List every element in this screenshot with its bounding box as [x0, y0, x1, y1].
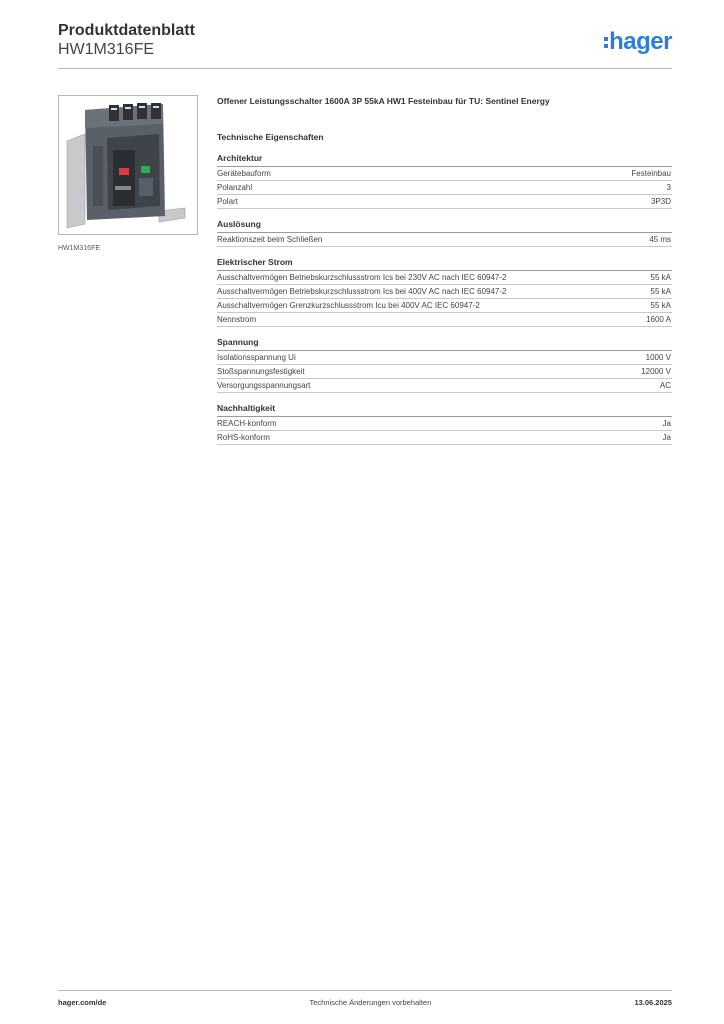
row-value: 12000 V [641, 367, 671, 376]
footer-date: 13.06.2025 [634, 998, 672, 1007]
row-label: Ausschaltvermögen Betriebskurzschlussstrom Ics bei 230V AC nach IEC 60947-2 [217, 273, 507, 282]
group-elektrischer-strom [217, 257, 672, 327]
table-row [217, 365, 672, 379]
group-title: Spannung [217, 337, 672, 351]
image-caption: HW1M316FE [58, 245, 101, 252]
group-title: Elektrischer Strom [217, 257, 672, 271]
table-row [217, 233, 672, 247]
header-divider [58, 68, 672, 69]
table-row [217, 417, 672, 431]
page-footer [58, 998, 672, 1007]
group-title: Nachhaltigkeit [217, 403, 672, 417]
row-value: 45 ms [649, 235, 671, 244]
page-header [58, 22, 195, 59]
row-label: Polart [217, 197, 238, 206]
group-ausloesung [217, 219, 672, 247]
group-title: Architektur [217, 153, 672, 167]
row-label: Polanzahl [217, 183, 253, 192]
table-row [217, 195, 672, 209]
group-title: Auslösung [217, 219, 672, 233]
table-row [217, 379, 672, 393]
row-value: 1000 V [645, 353, 671, 362]
table-row [217, 181, 672, 195]
product-image [58, 95, 198, 235]
document-title: Produktdatenblatt [58, 22, 195, 39]
footer-divider [58, 990, 672, 991]
table-row [217, 285, 672, 299]
footer-website-link[interactable]: hager.com/de [58, 998, 107, 1007]
row-label: Ausschaltvermögen Betriebskurzschlussstrom Ics bei 400V AC nach IEC 60947-2 [217, 287, 507, 296]
row-label: Versorgungsspannungsart [217, 381, 311, 390]
row-value: Festeinbau [631, 169, 671, 178]
group-spannung [217, 337, 672, 393]
table-row [217, 271, 672, 285]
row-value: 55 kA [650, 273, 671, 282]
table-row [217, 167, 672, 181]
row-value: 1600 A [646, 315, 671, 324]
row-label: RoHS-konform [217, 433, 270, 442]
group-architektur [217, 153, 672, 209]
row-label: Ausschaltvermögen Grenzkurzschlussstrom Icu bei 400V AC IEC 60947-2 [217, 301, 480, 310]
table-row [217, 351, 672, 365]
row-value: 55 kA [650, 287, 671, 296]
circuit-breaker-image-icon [59, 96, 197, 234]
row-label: Nennstrom [217, 315, 257, 324]
logo-text: hager [609, 28, 672, 55]
hager-logo[interactable] [604, 28, 672, 56]
row-label: Stoßspannungsfestigkeit [217, 367, 305, 376]
row-label: REACH-konform [217, 419, 277, 428]
row-label: Gerätebauform [217, 169, 271, 178]
footer-note: Technische Änderungen vorbehalten [309, 998, 432, 1007]
row-value: Ja [662, 419, 671, 428]
table-row [217, 299, 672, 313]
table-row [217, 313, 672, 327]
table-row [217, 431, 672, 445]
product-code: HW1M316FE [58, 41, 155, 58]
row-value: 55 kA [650, 301, 671, 310]
group-nachhaltigkeit [217, 403, 672, 445]
product-description: Offener Leistungsschalter 1600A 3P 55kA HW1 Festeinbau für TU: Sentinel Energy [217, 96, 550, 106]
row-value: 3 [666, 183, 671, 192]
row-value: Ja [662, 433, 671, 442]
row-value: AC [659, 381, 671, 390]
row-label: Isolationsspannung Ui [217, 353, 296, 362]
main-content [217, 96, 672, 455]
row-label: Reaktionszeit beim Schließen [217, 235, 323, 244]
section-title-technical: Technische Eigenschaften [217, 132, 324, 142]
row-value: 3P3D [650, 197, 671, 206]
logo-dots-icon [604, 34, 608, 51]
